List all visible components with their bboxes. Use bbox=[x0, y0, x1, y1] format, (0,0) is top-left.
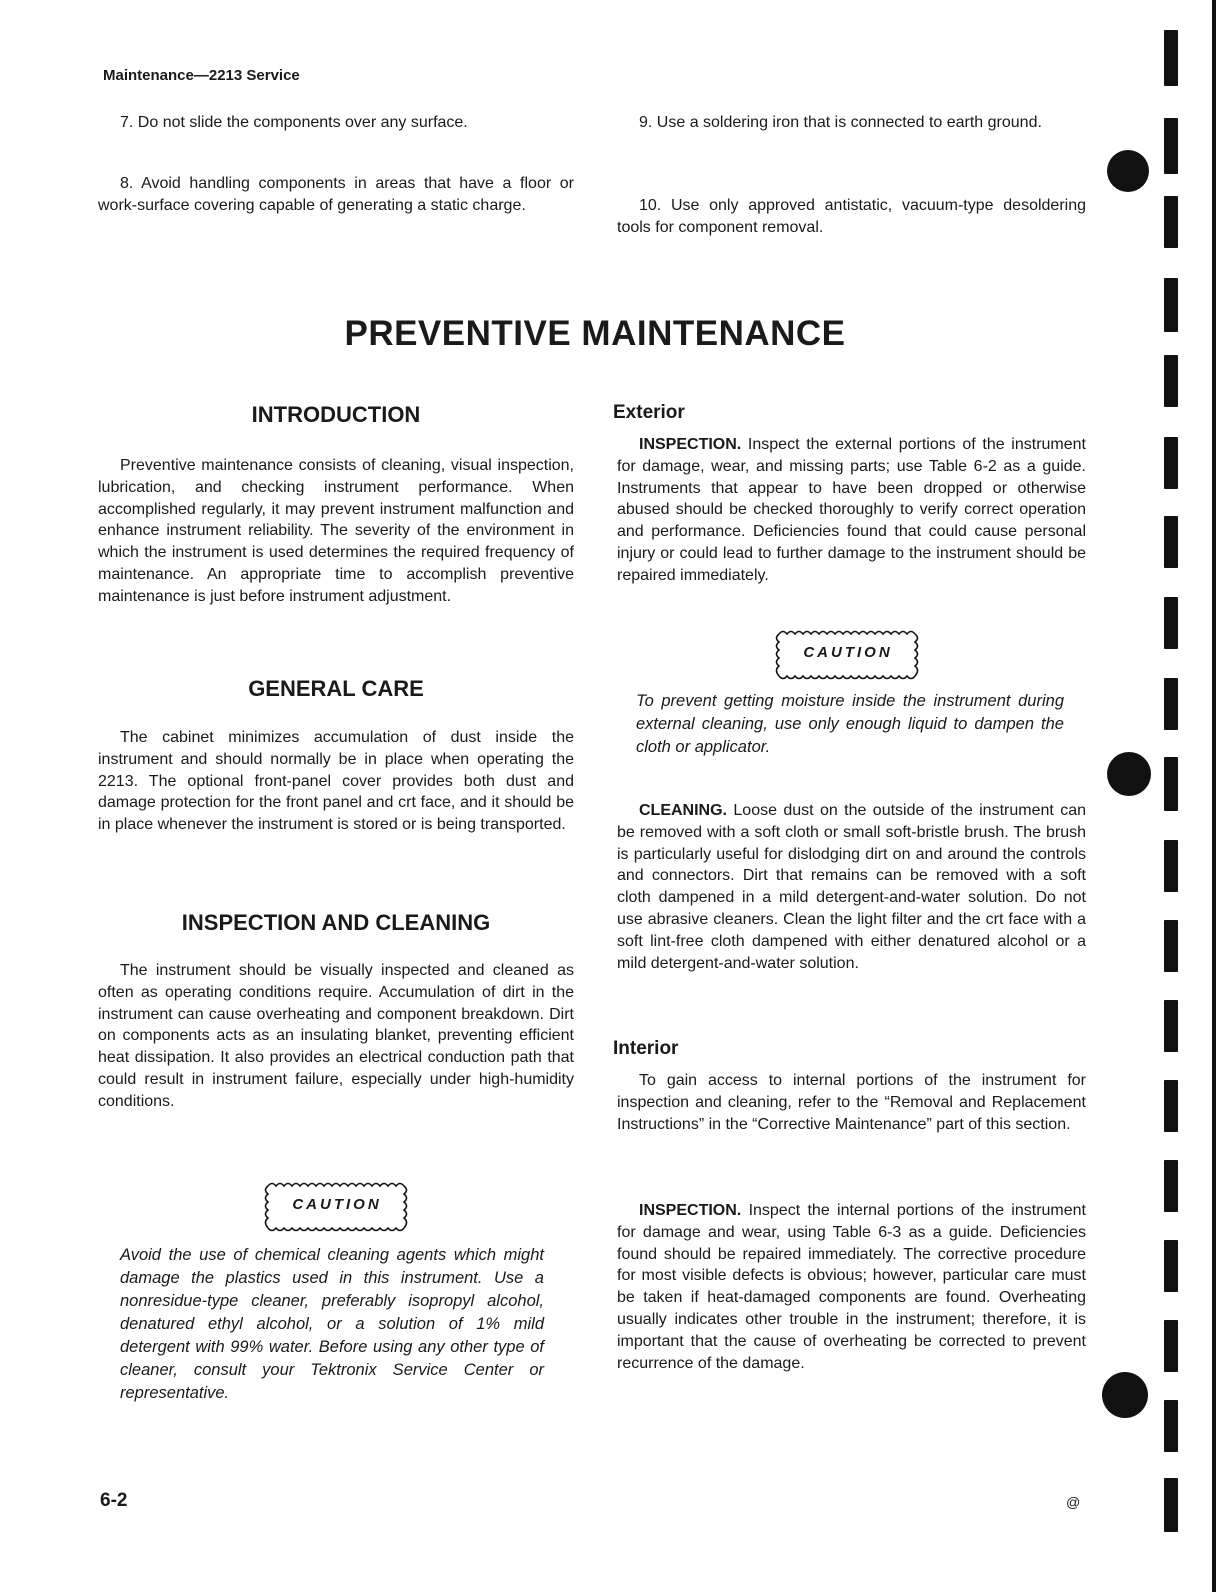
interior-inspection: INSPECTION. Inspect the internal portions of the instrument for damage and wear, using Table 6-3 as a guide. Deficiencies found should be repaired immediately. The corrective procedure for most visible defects is obvious; however, particular care must be taken if heat-damaged components are found. Overheating usually indicates other trouble in the instrument; therefore, it is important that the cause of overheating be corrected to prevent recurrence of the damage. bbox=[617, 1202, 1086, 1372]
binding-hole-dot bbox=[1107, 150, 1149, 192]
margin-bar bbox=[1164, 1478, 1178, 1532]
caution-text-left: Avoid the use of chemical cleaning agents which might damage the plastics used in this instrument. Use a nonresidue-type cleaner, preferably isopropyl alcohol, denatured ethyl alcohol, or a solution of 1% mild detergent with 99% water. Before using any other type of cleaner, consult your Tektronix Service Center or representative. bbox=[120, 1246, 544, 1402]
caution-box-left bbox=[262, 1178, 412, 1236]
margin-bar bbox=[1164, 597, 1178, 649]
margin-bar bbox=[1164, 1400, 1178, 1452]
margin-bar bbox=[1164, 1160, 1178, 1212]
list-item-8: 8. Avoid handling components in areas that have a floor or work-surface covering capable of generating a static charge. bbox=[98, 175, 574, 214]
binding-margin bbox=[1150, 0, 1232, 1592]
interior-heading: Interior bbox=[613, 1038, 679, 1059]
caution-label: CAUTION bbox=[803, 644, 893, 661]
margin-bar bbox=[1164, 278, 1178, 332]
list-item-9: 9. Use a soldering iron that is connected to earth ground. bbox=[639, 114, 1042, 131]
inspection-cleaning-body: The instrument should be visually inspected and cleaned as often as operating conditions require. Accumulation of dirt in the instrument can cause overheating and component breakdown. Dirt on components acts as an insulating blanket, preventing efficient heat dissipation. It also provides an electrical conduction path that could result in instrument failure, especially under high-humidity conditions. bbox=[98, 962, 574, 1110]
run-in-label: INSPECTION. bbox=[639, 436, 742, 453]
introduction-heading: INTRODUCTION bbox=[251, 402, 421, 427]
exterior-heading: Exterior bbox=[613, 402, 685, 423]
running-head: Maintenance—2213 Service bbox=[103, 67, 300, 84]
interior-access: To gain access to internal portions of the instrument for inspection and cleaning, refer to the “Removal and Replacement Instructions” in the “Corrective Maintenance” part of this section. bbox=[617, 1072, 1086, 1133]
page-number: 6-2 bbox=[100, 1490, 128, 1511]
margin-bar bbox=[1164, 757, 1178, 811]
margin-bar bbox=[1164, 1240, 1178, 1292]
inspection-cleaning-heading: INSPECTION AND CLEANING bbox=[181, 910, 491, 935]
margin-bar bbox=[1164, 516, 1178, 568]
margin-bar bbox=[1164, 30, 1178, 86]
margin-bar bbox=[1164, 678, 1178, 730]
margin-bar bbox=[1164, 920, 1178, 972]
margin-bar bbox=[1164, 437, 1178, 489]
margin-bar bbox=[1164, 840, 1178, 892]
caution-label: CAUTION bbox=[292, 1196, 382, 1213]
run-in-label: CLEANING. bbox=[639, 802, 727, 819]
run-in-label: INSPECTION. bbox=[639, 1202, 742, 1219]
caution-text-right: To prevent getting moisture inside the instrument during external cleaning, use only enough liquid to dampen the cloth or applicator. bbox=[636, 692, 1064, 756]
margin-bar bbox=[1164, 355, 1178, 407]
copyright-mark: @ bbox=[1066, 1494, 1081, 1510]
page-title: PREVENTIVE MAINTENANCE bbox=[344, 314, 846, 353]
binding-hole-dot bbox=[1107, 752, 1151, 796]
general-care-body: The cabinet minimizes accumulation of dust inside the instrument and should normally be in place when operating the 2213. The optional front-panel cover provides both dust and damage protection for the front panel and crt face, and it should be in place whenever the instrument is stored or is being transported. bbox=[98, 729, 574, 834]
margin-bar bbox=[1164, 196, 1178, 248]
exterior-cleaning: CLEANING. Loose dust on the outside of the instrument can be removed with a soft cloth or small soft-bristle brush. The brush is particularly useful for dislodging dirt on and around the controls and connectors. Dirt that remains can be removed with a soft cloth dampened in a mild detergent-and-water solution. Do not use abrasive cleaners. Clean the light filter and the crt face with a soft lint-free cloth dampened with either denatured alcohol or a mild detergent-and-water solution. bbox=[617, 802, 1086, 972]
page-edge-line bbox=[1212, 0, 1216, 1592]
general-care-heading: GENERAL CARE bbox=[248, 676, 424, 701]
margin-bar bbox=[1164, 1320, 1178, 1372]
binding-hole-dot bbox=[1102, 1372, 1148, 1418]
caution-box-right bbox=[773, 626, 923, 684]
list-item-7: 7. Do not slide the components over any surface. bbox=[120, 114, 468, 131]
exterior-inspection: INSPECTION. Inspect the external portions of the instrument for damage, wear, and missing parts; use Table 6-2 as a guide. Instruments that appear to have been dropped or otherwise abused should be checked thoroughly to verify correct operation and performance. Deficiencies found that could cause personal injury or could lead to further damage to the instrument should be repaired immediately. bbox=[617, 436, 1086, 584]
list-item-10: 10. Use only approved antistatic, vacuum-type desoldering tools for component removal. bbox=[617, 197, 1086, 236]
margin-bar bbox=[1164, 118, 1178, 174]
introduction-body: Preventive maintenance consists of cleaning, visual inspection, lubrication, and checking instrument performance. When accomplished regularly, it may prevent instrument malfunction and enhance instrument reliability. The severity of the environment in which the instrument is used determines the required frequency of maintenance. An appropriate time to accomplish preventive maintenance is just before instrument adjustment. bbox=[98, 457, 574, 605]
margin-bar bbox=[1164, 1080, 1178, 1132]
margin-bar bbox=[1164, 1000, 1178, 1052]
